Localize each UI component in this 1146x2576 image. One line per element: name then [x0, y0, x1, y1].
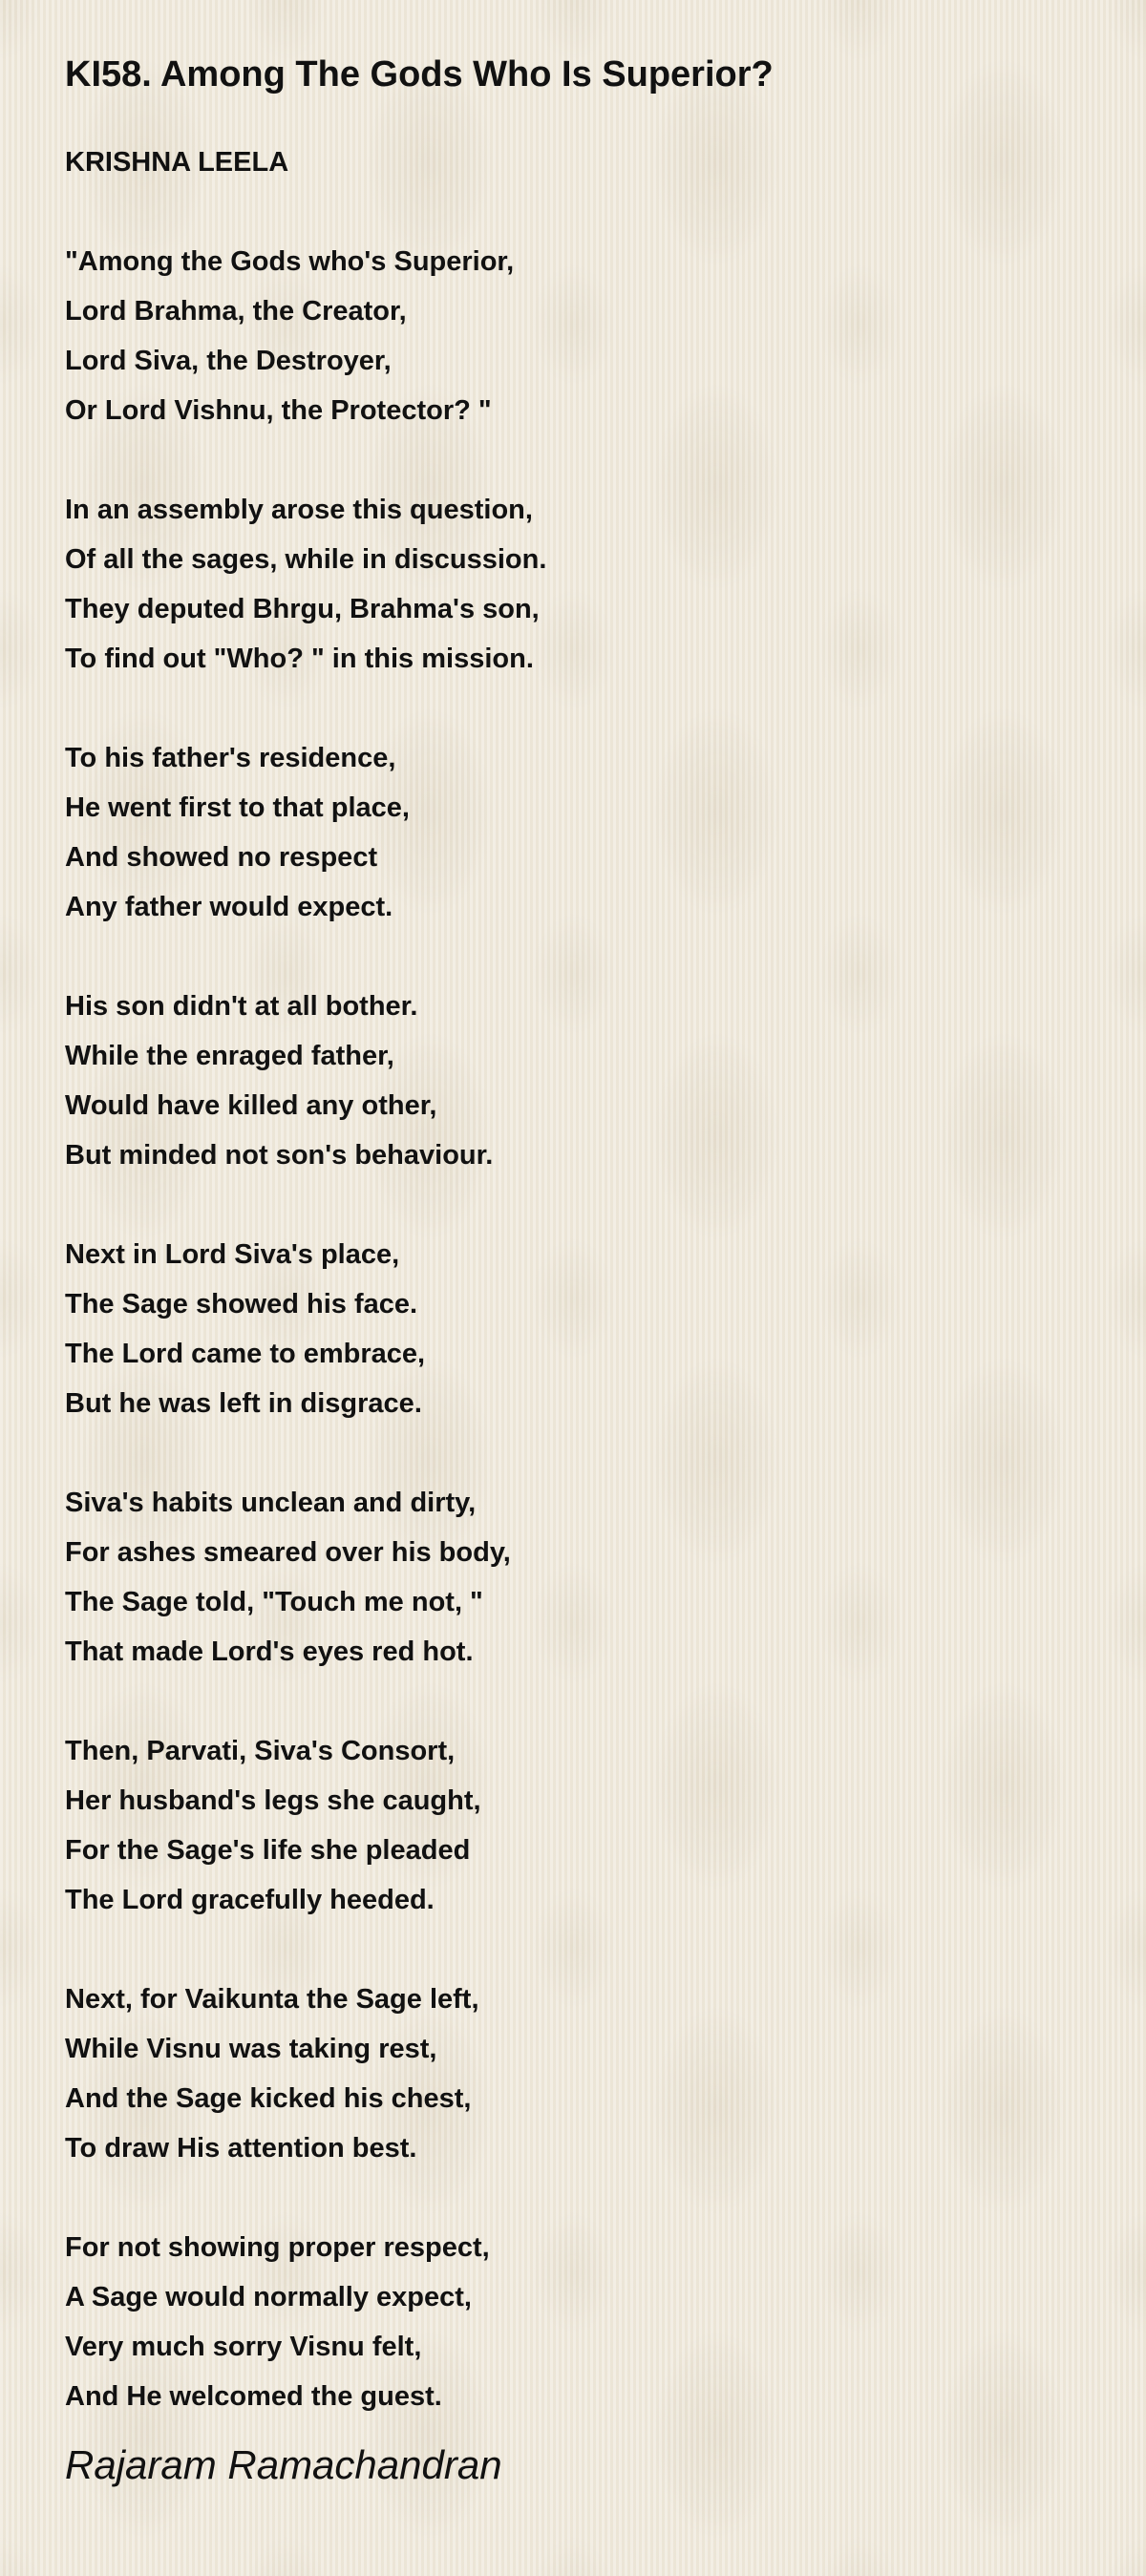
- stanza-2: [65, 485, 1096, 684]
- poem-line: That made Lord's eyes red hot.: [65, 1636, 474, 1667]
- poem-line: While Visnu was taking rest,: [65, 2034, 437, 2064]
- stanza-7: [65, 1726, 1096, 1925]
- poem-line: Lord Brahma, the Creator,: [65, 296, 407, 327]
- poem-line: They deputed Bhrgu, Brahma's son,: [65, 594, 540, 624]
- poem-line: And showed no respect: [65, 842, 378, 873]
- poem-line: Then, Parvati, Siva's Consort,: [65, 1736, 456, 1766]
- poem-line: The Lord gracefully heeded.: [65, 1885, 435, 1915]
- poem-line: In an assembly arose this question,: [65, 495, 533, 525]
- poem-line: Would have killed any other,: [65, 1090, 437, 1121]
- poem-line: For not showing proper respect,: [65, 2232, 490, 2263]
- stanza-9: [65, 2223, 1096, 2421]
- poem-line: A Sage would normally expect,: [65, 2282, 472, 2312]
- poem-line: To find out "Who? " in this mission.: [65, 644, 534, 674]
- collection-name: KRISHNA LEELA: [65, 147, 289, 178]
- poem-line: For the Sage's life she pleaded: [65, 1835, 471, 1866]
- poem-line: While the enraged father,: [65, 1041, 394, 1071]
- poem-line: The Sage told, "Touch me not, ": [65, 1587, 483, 1617]
- stanza-8: [65, 1974, 1096, 2173]
- poem-line: Or Lord Vishnu, the Protector? ": [65, 395, 492, 426]
- poem-line: Siva's habits unclean and dirty,: [65, 1488, 477, 1518]
- poem-line: His son didn't at all bother.: [65, 991, 418, 1022]
- poem-page: [65, 48, 1096, 2492]
- poem-line: But minded not son's behaviour.: [65, 1140, 494, 1171]
- stanza-6: [65, 1478, 1096, 1677]
- poem-line: To his father's residence,: [65, 743, 396, 773]
- poem-line: For ashes smeared over his body,: [65, 1537, 511, 1568]
- poem-line: Lord Siva, the Destroyer,: [65, 346, 392, 376]
- stanza-1: [65, 237, 1096, 435]
- author-name: Rajaram Ramachandran: [65, 2442, 502, 2487]
- poem-title: KI58. Among The Gods Who Is Superior?: [65, 54, 774, 95]
- poem-line: Of all the sages, while in discussion.: [65, 544, 547, 575]
- poem-line: But he was left in disgrace.: [65, 1388, 422, 1419]
- poem-line: To draw His attention best.: [65, 2133, 417, 2164]
- stanza-3: [65, 733, 1096, 932]
- poem-line: Any father would expect.: [65, 892, 393, 922]
- poem-line: The Sage showed his face.: [65, 1289, 418, 1320]
- poem-line: The Lord came to embrace,: [65, 1339, 426, 1369]
- poem-line: And the Sage kicked his chest,: [65, 2083, 472, 2114]
- poem-line: Her husband's legs she caught,: [65, 1785, 481, 1816]
- poem-line: He went first to that place,: [65, 792, 410, 823]
- stanza-4: [65, 982, 1096, 1180]
- stanza-5: [65, 1230, 1096, 1428]
- poem-line: And He welcomed the guest.: [65, 2381, 442, 2412]
- poem-line: Very much sorry Visnu felt,: [65, 2332, 422, 2362]
- poem-line: Next in Lord Siva's place,: [65, 1239, 400, 1270]
- poem-line: Next, for Vaikunta the Sage left,: [65, 1984, 479, 2015]
- poem-line: "Among the Gods who's Superior,: [65, 246, 515, 277]
